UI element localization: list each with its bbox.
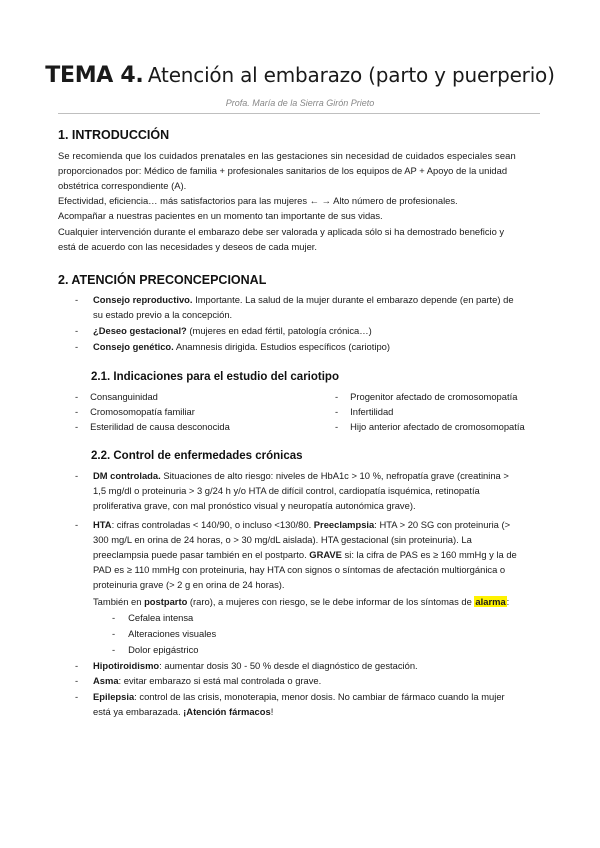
heading-preconcepcional: 2. ATENCIÓN PRECONCEPCIONAL [58, 273, 267, 287]
item-bold: Consejo genético. [93, 341, 174, 352]
document-title [0, 60, 600, 93]
text-span: Consanguinidad [90, 391, 158, 402]
item-text: Importante. La salud de la mujer durante el embarazo depende (en parte) de [192, 294, 514, 305]
text-span: : HTA > 20 SG con proteinuria (> [374, 519, 511, 530]
text-span: postparto [144, 596, 188, 607]
text-span: - [112, 612, 116, 623]
text-span: Preeclampsia [313, 519, 375, 530]
intro-line-5: Acompañar a nuestras pacientes en un momento tan importante de sus vidas. [58, 210, 383, 221]
text-span: Hijo anterior afectado de cromosomopatía [350, 421, 525, 432]
text-span: proliferativa grave, con mal pronóstico visual y neuropatía autonómica grave). [93, 500, 416, 511]
intro-line-3: obstétrica correspondiente (A). [58, 180, 187, 191]
title-subtitle: Atención al embarazo (parto y puerperio) [147, 63, 555, 87]
text-span: GRAVE [309, 549, 342, 560]
text-span: Asma [93, 675, 119, 686]
symptom-item [112, 642, 198, 657]
text-span: - [75, 470, 79, 481]
list-item [335, 389, 517, 404]
bullet-dash: - [75, 341, 79, 352]
item-bold: ¿Deseo gestacional? [93, 325, 187, 336]
text-span: proteinuria grave (> 2 g en orina de 24 horas). [93, 579, 285, 590]
text-span: ¡Atención fármacos [183, 706, 271, 717]
heading-cronicas: 2.2. Control de enfermedades crónicas [91, 450, 303, 462]
text-span: - [335, 421, 339, 432]
text-span: DM controlada. [93, 470, 161, 481]
text-span: - [112, 628, 116, 639]
title-divider [58, 113, 540, 114]
text-span: Esterilidad de causa desconocida [90, 421, 230, 432]
item-bold: Consejo reproductivo. [93, 294, 193, 305]
item-text-cont: su estado previo a la concepción. [93, 309, 233, 320]
text-span: Dolor epigástrico [128, 644, 199, 655]
text-span: (raro), a mujeres con riesgo, se le debe informar de los síntomas de [187, 596, 475, 607]
text-span: - [335, 391, 339, 402]
author: Profa. María de la Sierra Girón Prieto [225, 98, 375, 108]
text-span: Progenitor afectado de cromosomopatía [350, 391, 518, 402]
symptom-item [112, 610, 193, 625]
intro-line-6: Cualquier intervención durante el embarazo debe ser valorada y aplicada sólo si ha demostrado beneficio y [58, 226, 505, 237]
text-span: Cefalea intensa [128, 612, 194, 623]
text-span: Infertilidad [350, 406, 394, 417]
text-span: HTA [93, 519, 112, 530]
intro-line-7: está de acuerdo con las necesidades y deseos de cada mujer. [58, 241, 318, 252]
item-text: (mujeres en edad fértil, patología crónica…) [186, 325, 372, 336]
text-span: - [75, 406, 79, 417]
alarma-highlight: alarma [475, 596, 506, 607]
text-span: : evitar embarazo si está mal controlada o grave. [118, 675, 322, 686]
intro-line-1: Se recomienda que los cuidados prenatales en las gestaciones sin necesidad de cuidados especiales sean [58, 150, 516, 161]
text-span: - [75, 391, 79, 402]
bullet-dash: - [75, 294, 79, 305]
text-span: PAD es ≥ 110 mmHg con proteinuria, hay HTA con signos o síntomas de afectación multiorgánica o [93, 564, 506, 575]
list-item [75, 389, 158, 404]
text-span: Situaciones de alto riesgo: niveles de HbA1c > 10 %, nefropatía grave (creatinina > [160, 470, 509, 481]
text-span: : cifras controladas < 140/90, o incluso <130/80. [111, 519, 314, 530]
list-item [335, 404, 393, 419]
list-item [75, 404, 195, 419]
text-span: 300 mg/L en orina de 24 horas, o > 30 mg/dL aislada). HTA gestacional (sin proteinuria). La [93, 534, 472, 545]
text-span: Hipotiroidismo [93, 660, 160, 671]
text-span: : aumentar dosis 30 - 50 % desde el diagnóstico de gestación. [159, 660, 418, 671]
list-item [75, 419, 230, 434]
intro-line-2: proporcionados por: Médico de familia + profesionales sanitarios de los equipos de AP + Apoyo de la unidad [58, 165, 508, 176]
heading-cariotipo: 2.1. Indicaciones para el estudio del cariotipo [91, 371, 339, 383]
text-span: - [75, 519, 79, 530]
heading-introduccion: 1. INTRODUCCIÓN [58, 128, 170, 142]
symptom-item [112, 626, 216, 641]
item-text: Anamnesis dirigida. Estudios específicos (cariotipo) [173, 341, 390, 352]
text-span: - [75, 421, 79, 432]
list-item [335, 419, 525, 434]
intro-line-4: Efectividad, eficiencia… más satisfactorios para las mujeres ← → Alto número de profesionales. [58, 195, 458, 206]
text-span: También en [93, 596, 145, 607]
text-span: - [75, 660, 79, 671]
text-span: : [506, 596, 510, 607]
text-span: está ya embarazada. [93, 706, 184, 717]
text-span: - [335, 406, 339, 417]
text-span: Alteraciones visuales [128, 628, 217, 639]
postparto-line [93, 594, 509, 609]
text-span: 1,5 mg/dl o proteinuria > 3 g/24 h y/o HTA de difícil control, cardiopatía isquémica, retinopatía [93, 485, 480, 496]
text-span: - [75, 691, 79, 702]
text-span: si: la cifra de PAS es ≥ 160 mmHg y la de [341, 549, 517, 560]
text-span: preeclampsia puede pasar también en el postparto. [93, 549, 310, 560]
text-span: ! [270, 706, 274, 717]
text-span: Cromosomopatía familiar [90, 406, 195, 417]
text-span: - [75, 675, 79, 686]
text-span: Epilepsia [93, 691, 135, 702]
text-span: : control de las crisis, monoterapia, menor dosis. No cambiar de fármaco cuando la mujer [134, 691, 505, 702]
bullet-dash: - [75, 325, 79, 336]
text-span: - [112, 644, 116, 655]
title-tema: TEMA 4. [45, 63, 144, 88]
